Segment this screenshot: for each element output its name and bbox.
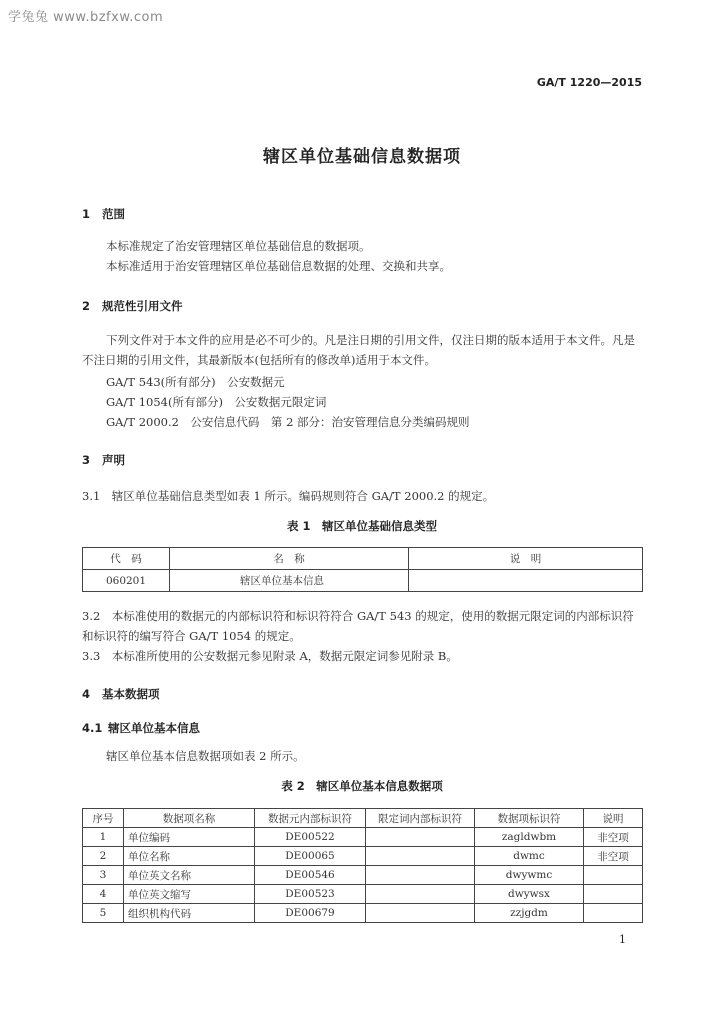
column-header: 限定词内部标识符	[366, 809, 475, 828]
reference-item: GA/T 1054(所有部分) 公安数据元限定词	[106, 395, 327, 409]
column-header: 序号	[83, 809, 124, 828]
standard-number: GA/T 1220—2015	[536, 76, 642, 89]
section-number: 3	[82, 453, 91, 467]
table-cell	[366, 828, 475, 847]
table-cell: dwywsx	[475, 885, 584, 904]
watermark: 学兔兔 www.bzfxw.com	[8, 10, 164, 25]
table-1-caption: 表 1 辖区单位基础信息类型	[286, 519, 437, 533]
table-cell: 组织机构代码	[124, 904, 255, 923]
table-cell: 060201	[83, 570, 170, 592]
table-row	[83, 866, 643, 885]
clause-3-1: 3.1 辖区单位基础信息类型如表 1 所示。编码规则符合 GA/T 2000.2 的规定。	[82, 489, 495, 503]
table-row	[83, 570, 643, 592]
table-cell	[584, 885, 643, 904]
reference-item: GA/T 2000.2 公安信息代码 第 2 部分：治安管理信息分类编码规则	[106, 415, 470, 429]
column-header: 代 码	[83, 548, 170, 570]
table-cell	[366, 847, 475, 866]
section-2-heading	[82, 298, 183, 314]
table-cell: dwmc	[475, 847, 584, 866]
table-cell	[366, 885, 475, 904]
reference-item: GA/T 543(所有部分) 公安数据元	[106, 375, 285, 389]
column-header: 数据项标识符	[475, 809, 584, 828]
section-1-heading	[82, 206, 125, 222]
table-cell: zagldwbm	[475, 828, 584, 847]
paragraph: 辖区单位基本信息数据项如表 2 所示。	[106, 749, 305, 763]
table-cell: 1	[83, 828, 124, 847]
table-cell: 辖区单位基本信息	[170, 570, 409, 592]
table-cell: 3	[83, 866, 124, 885]
table-cell: 5	[83, 904, 124, 923]
table-cell: 非空项	[584, 828, 643, 847]
table-cell	[409, 570, 643, 592]
section-number: 4	[82, 687, 91, 701]
table-header-row	[83, 548, 643, 570]
subsection-4-1-heading	[82, 720, 200, 736]
table-1	[82, 547, 643, 592]
table-cell: DE00065	[255, 847, 366, 866]
section-4-heading	[82, 686, 160, 702]
column-header: 名 称	[170, 548, 409, 570]
table-cell	[584, 904, 643, 923]
table-cell: 单位英文缩写	[124, 885, 255, 904]
table-cell: zzjgdm	[475, 904, 584, 923]
column-header: 数据元内部标识符	[255, 809, 366, 828]
section-title: 辖区单位基本信息	[108, 721, 200, 735]
column-header: 说 明	[409, 548, 643, 570]
table-row	[83, 828, 643, 847]
table-cell: 单位编码	[124, 828, 255, 847]
table-header-row	[83, 809, 643, 828]
table-cell: 4	[83, 885, 124, 904]
table-cell: 2	[83, 847, 124, 866]
column-header: 数据项名称	[124, 809, 255, 828]
table-cell: DE00679	[255, 904, 366, 923]
section-title: 规范性引用文件	[102, 299, 183, 313]
paragraph: 本标准适用于治安管理辖区单位基础信息数据的处理、交换和共享。	[106, 259, 451, 273]
clause-3-3: 3.3 本标准所使用的公安数据元参见附录 A，数据元限定词参见附录 B。	[82, 649, 458, 663]
section-3-heading	[82, 452, 125, 468]
table-row	[83, 847, 643, 866]
table-2-caption: 表 2 辖区单位基本信息数据项	[281, 779, 443, 793]
table-cell: DE00546	[255, 866, 366, 885]
paragraph: 下列文件对于本文件的应用是必不可少的。凡是注日期的引用文件，仅注日期的版本适用于本文件。凡是不注日期的引用文件，其最新版本(包括所有的修改单)适用于本文件。	[82, 333, 635, 367]
table-cell: DE00523	[255, 885, 366, 904]
clause-3-2: 3.2 本标准使用的数据元的内部标识符和标识符符合 GA/T 543 的规定，使用的数据元限定词的内部标识符和标识符的编写符合 GA/T 1054 的规定。	[82, 609, 634, 643]
table-cell: 非空项	[584, 847, 643, 866]
section-title: 基本数据项	[102, 687, 160, 701]
table-cell	[366, 866, 475, 885]
column-header: 说明	[584, 809, 643, 828]
paragraph: 本标准规定了治安管理辖区单位基础信息的数据项。	[106, 239, 371, 253]
table-2	[82, 808, 643, 923]
section-number: 1	[82, 207, 91, 221]
table-row	[83, 904, 643, 923]
table-cell: DE00522	[255, 828, 366, 847]
page-number: 1	[619, 933, 626, 946]
section-title: 声明	[102, 453, 125, 467]
section-number: 2	[82, 299, 91, 313]
table-cell: 单位名称	[124, 847, 255, 866]
section-number: 4.1	[82, 721, 103, 735]
document-title: 辖区单位基础信息数据项	[263, 147, 461, 167]
table-cell	[584, 866, 643, 885]
section-title: 范围	[102, 207, 125, 221]
table-cell: dwywmc	[475, 866, 584, 885]
table-cell	[366, 904, 475, 923]
table-cell: 单位英文名称	[124, 866, 255, 885]
table-row	[83, 885, 643, 904]
